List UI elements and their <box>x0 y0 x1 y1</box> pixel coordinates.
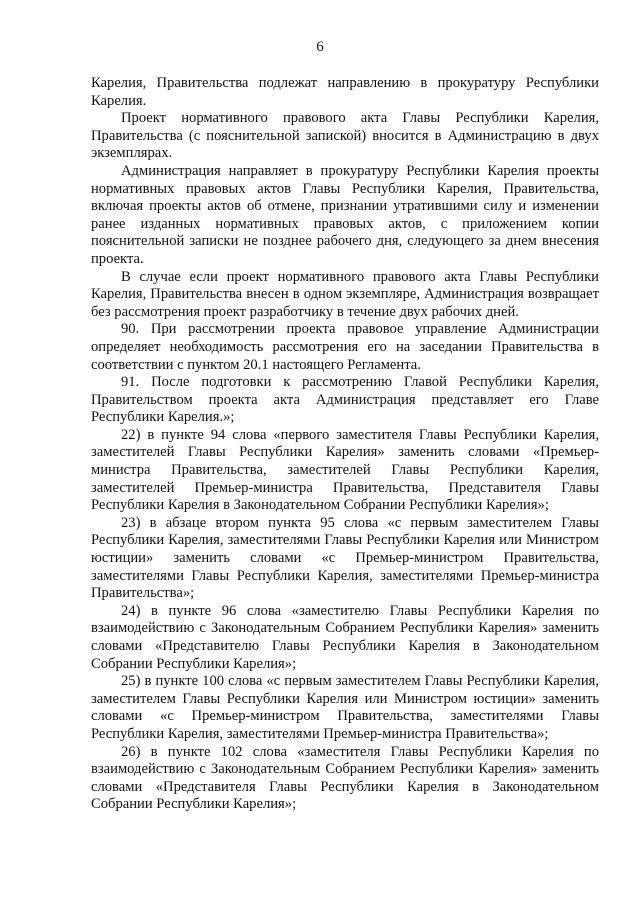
paragraph-1: Карелия, Правительства подлежат направлению в прокуратуру Республики Карелия. <box>91 75 599 109</box>
paragraph-11: 26) в пункте 102 слова «заместителя Главы Республики Карелия по взаимодействию с Законодательным Собранием Республики Карелия» заменить словами «Представителя Главы Республики Карелия в Законодательном Собрании Республики Карелия»; <box>91 743 599 813</box>
paragraph-7: 22) в пункте 94 слова «первого заместителя Главы Республики Карелия, заместителей Главы Республики Карелия» заменить словами «Премьер-министра Правительства, заместителей Главы Республики Карелия, заместителей Премьер-министра Правительства, Представителя Главы Республики Карелия в Законодательном Собрании Республики Карелия»; <box>91 426 599 514</box>
paragraph-5: 90. При рассмотрении проекта правовое управление Администрации определяет необходимость рассмотрения его на заседании Правительства в соответствии с пунктом 20.1 настоящего Регламента. <box>91 321 599 373</box>
document-body <box>91 75 599 814</box>
paragraph-3: Администрация направляет в прокуратуру Республики Карелия проекты нормативных правовых актов Главы Республики Карелия, Правительства, включая проекты актов об отмене, признании утратившими силу и изменении ранее изданных нормативных правовых актов, с приложением копии пояснительной записки не позднее рабочего дня, следующего за днем внесения проекта. <box>91 162 599 267</box>
paragraph-8: 23) в абзаце втором пункта 95 слова «с первым заместителем Главы Республики Карелия, заместителями Главы Республики Карелия или Министром юстиции» заменить словами «с Премьер-министром Правительства, заместителями Главы Республики Карелия, заместителями Премьер-министра Правительства»; <box>91 514 599 602</box>
paragraph-10: 25) в пункте 100 слова «с первым заместителем Главы Республики Карелия, заместителем Главы Республики Карелия или Министром юстиции» заменить словами «с Премьер-министром Правительства, заместителями Главы Республики Карелия, заместителями Премьер-министра Правительства»; <box>91 673 599 742</box>
paragraph-9: 24) в пункте 96 слова «заместителю Главы Республики Карелия по взаимодействию с Законодательным Собранием Республики Карелия» заменить словами «Представителю Главы Республики Карелия в Законодательном Собрании Республики Карелия»; <box>91 602 599 672</box>
paragraph-6: 91. После подготовки к рассмотрению Главой Республики Карелия, Правительством проекта акта Администрация представляет его Главе Республики Карелия.»; <box>91 374 599 426</box>
paragraph-4: В случае если проект нормативного правового акта Главы Республики Карелия, Правительства внесен в одном экземпляре, Администрация возвращает без рассмотрения проект разработчику в течение двух рабочих дней. <box>91 268 599 320</box>
paragraph-2: Проект нормативного правового акта Главы Республики Карелия, Правительства (с пояснительной запиской) вносится в Администрацию в двух экземплярах. <box>91 110 599 162</box>
page-number: 6 <box>316 39 324 55</box>
